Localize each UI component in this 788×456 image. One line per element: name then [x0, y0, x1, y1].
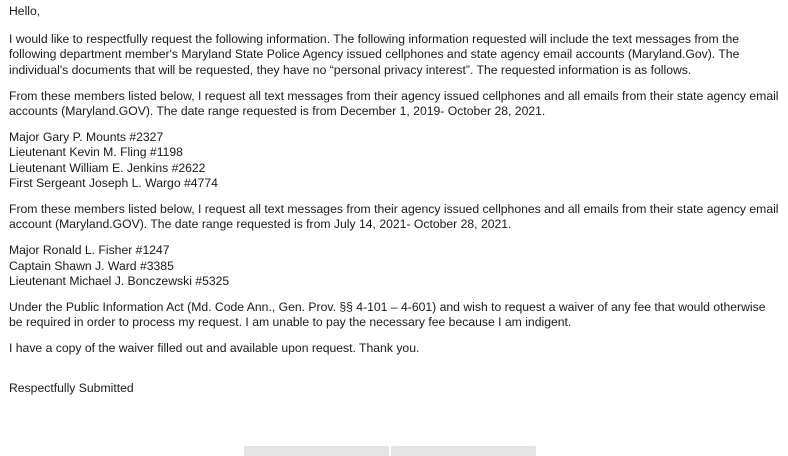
letter-body — [9, 4, 779, 396]
member-item: Lieutenant Kevin M. Fling #1198 — [9, 145, 183, 160]
intro-paragraph: I would like to respectfully request the following information. The following information requested will include the text messages from the following department member's Maryland State Police Agency issued cellphones and state agency email accounts (Maryland.Gov). The individual's documents that will be requested, they have no “personal privacy interest”. The requested information is as follows. — [9, 32, 740, 77]
greeting: Hello, — [9, 4, 41, 18]
group1-member-list — [9, 130, 779, 191]
group2-request-paragraph: From these members listed below, I request all text messages from their agency issued cellphones and all emails from their state agency email account (Maryland.GOV). The date range requested is from July 14, 2021- October 28, 2021. — [9, 202, 779, 232]
member-item: Lieutenant Michael J. Bonczewski #5325 — [9, 273, 230, 288]
toolbar-segment-left[interactable] — [244, 446, 389, 456]
member-item: First Sergeant Joseph L. Wargo #4774 — [9, 175, 218, 190]
member-item: Lieutenant William E. Jenkins #2622 — [9, 160, 206, 175]
member-item: Major Gary P. Mounts #2327 — [9, 130, 164, 145]
toolbar-segment-right[interactable] — [391, 446, 536, 456]
group1-request-paragraph: From these members listed below, I request all text messages from their agency issued cellphones and all emails from their state agency email accounts (Maryland.GOV). The date range requested is from December 1, 2019- October 28, 2021. — [9, 88, 779, 119]
member-item: Captain Shawn J. Ward #3385 — [9, 258, 174, 273]
member-item: Major Ronald L. Fisher #1247 — [9, 243, 170, 258]
bottom-toolbar-strip — [244, 446, 536, 456]
closing-line: Respectfully Submitted — [9, 380, 134, 395]
pia-waiver-paragraph: Under the Public Information Act (Md. Code Ann., Gen. Prov. §§ 4-101 – 4-601) and wish to request a waiver of any fee that would otherwise be required in order to process my request. I am unable to pay the necessary fee because I am indigent. — [9, 300, 766, 330]
group2-member-list — [9, 243, 779, 289]
waiver-copy-paragraph: I have a copy of the waiver filled out and available upon request. Thank you. — [9, 341, 420, 356]
